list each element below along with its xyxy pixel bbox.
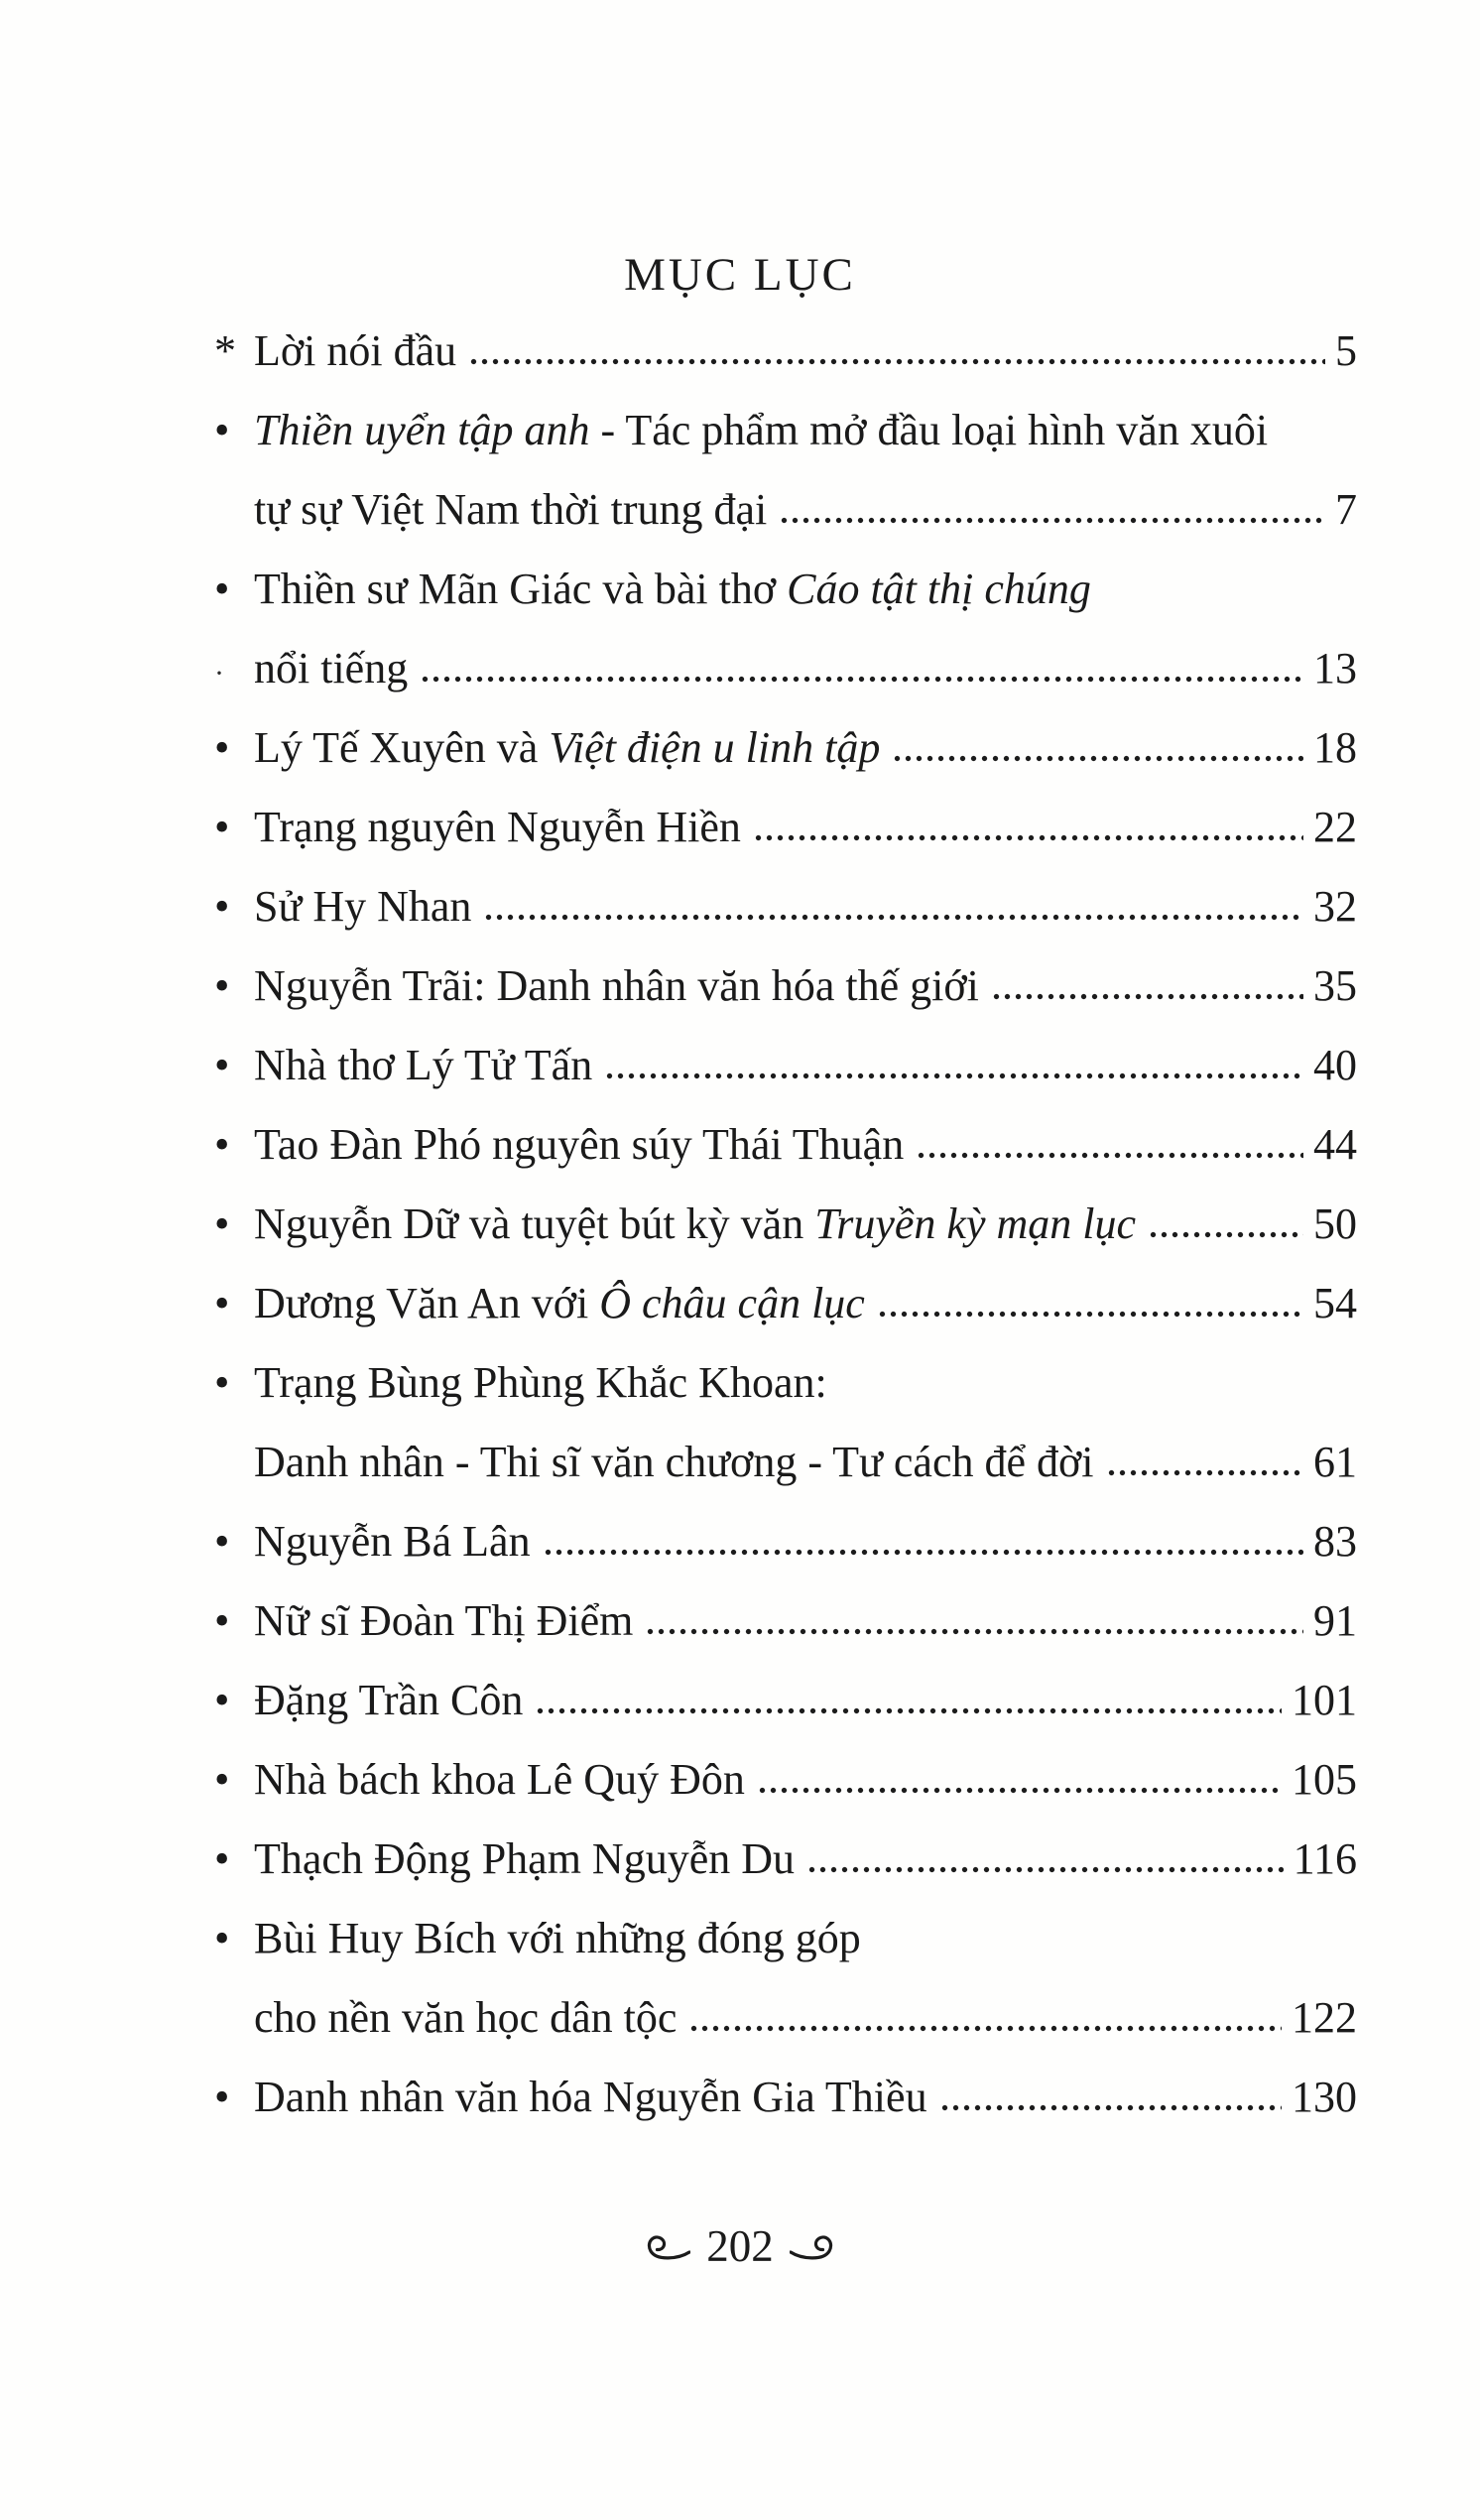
bullet-marker: • [214,1358,230,1407]
toc-entry-continuation-line [214,1423,1357,1502]
toc-entry-line [214,867,1357,946]
fleuron-curl-left-icon [645,2231,690,2261]
entry-title [254,312,456,391]
entry-title-italic-segment: Việt điện u linh tập [549,723,881,772]
entry-title [254,788,741,867]
toc-entry-line [214,1581,1357,1661]
bullet-marker: • [214,723,230,772]
entry-page-number: 130 [1292,2073,1357,2121]
toc-entry [214,1502,1357,1581]
entry-title-segment: Nguyễn Dữ và tuyệt bút kỳ văn [254,1199,815,1248]
toc-entry [214,1899,1357,2058]
entry-title [254,1502,531,1581]
toc-entry-line [214,1740,1357,1820]
toc-entry-line [214,550,1357,629]
entry-page-number: 105 [1292,1755,1357,1804]
toc-entry-line [214,946,1357,1026]
dot-leader [420,676,1303,683]
toc-entry [214,867,1357,946]
toc-entry-line [214,312,1357,391]
entry-title-segment: Danh nhân - Thi sĩ văn chương - Tư cách để đời [254,1438,1094,1486]
page-title: MỤC LỤC [624,249,856,301]
bullet-marker: • [214,1199,230,1248]
toc-entry-continuation-line [214,629,1357,708]
entry-title-segment: Nhà bách khoa Lê Quý Đôn [254,1755,745,1804]
entry-title [254,1185,1136,1264]
toc-entry [214,1661,1357,1740]
bullet-marker: • [214,803,230,851]
entry-title-italic-segment: Cáo tật thị chúng [787,565,1091,613]
entry-title-segment: Nhà thơ Lý Tử Tấn [254,1041,593,1089]
entry-title-segment: - Tác phẩm mở đầu loại hình văn xuôi [589,406,1269,454]
bullet-marker: • [214,1755,230,1804]
entry-title-segment: Lời nói đầu [254,326,457,375]
entry-title-continuation [254,1423,1094,1502]
dot-leader [535,1707,1282,1714]
entry-title-segment: Thiền sư Mãn Giác và bài thơ [254,565,788,613]
entry-title-segment: Trạng nguyên Nguyễn Hiền [254,803,741,851]
entry-title-segment: Đặng Trần Côn [254,1676,524,1724]
fleuron-curl-left-icon [645,2231,690,2261]
entry-page-number: 61 [1313,1438,1357,1486]
toc-entry-line [214,788,1357,867]
entry-page-number: 18 [1313,723,1357,772]
bullet-marker: • [214,882,230,931]
toc-entry [214,708,1357,788]
toc-entry-line [214,1502,1357,1581]
entry-title-segment: tự sự Việt Nam thời trung đại [254,485,768,534]
dot-leader [892,755,1303,762]
entry-title-italic-segment: Truyền kỳ mạn lục [814,1199,1137,1248]
continuation-indent: · [214,657,224,690]
entry-title-segment: Dương Văn An với [254,1279,600,1327]
dot-leader [806,1866,1284,1873]
bullet-marker: • [214,1120,230,1169]
toc-entry-line [214,391,1357,470]
toc-entry [214,1820,1357,1899]
entry-title [254,1264,865,1343]
toc-entry-line [214,2058,1357,2137]
entry-page-number: 122 [1292,1993,1357,2042]
entry-title [254,1740,745,1820]
dot-leader [779,517,1325,524]
entry-title-continuation [254,629,408,708]
page-footer [0,2220,1480,2272]
toc-entry-line [214,708,1357,788]
dot-leader [483,914,1303,921]
dot-leader [645,1628,1303,1635]
dot-leader [753,834,1303,841]
entry-title [254,550,1091,629]
entry-title-continuation [254,1978,677,2058]
entry-title-segment: Sử Hy Nhan [254,882,472,931]
toc-entry-line [214,1343,1357,1423]
entry-page-number: 40 [1313,1041,1357,1089]
entry-title-italic-segment: Ô châu cận lục [599,1279,865,1327]
entry-title [254,1820,795,1899]
bullet-marker: • [214,406,230,454]
entry-page-number: 7 [1335,485,1357,534]
entry-title-segment: Tao Đàn Phó nguyên súy Thái Thuận [254,1120,905,1169]
entry-title-segment: Nguyễn Trãi: Danh nhân văn hóa thế giới [254,961,979,1010]
bullet-marker: • [214,1517,230,1566]
dot-leader [916,1152,1303,1159]
entry-title [254,391,1268,470]
dot-leader [757,1787,1282,1794]
entry-page-number: 54 [1313,1279,1357,1327]
entry-page-number: 91 [1313,1596,1357,1645]
toc-entry [214,1185,1357,1264]
bullet-marker: • [214,1279,230,1327]
toc-entry-line [214,1661,1357,1740]
toc-entry-continuation-line [214,470,1357,550]
toc-entry-line [214,1026,1357,1105]
toc-entry [214,2058,1357,2137]
toc-entry-line [214,1105,1357,1185]
bullet-marker: • [214,2073,230,2121]
entry-title-segment: Thạch Động Phạm Nguyễn Du [254,1834,796,1883]
entry-title [254,1105,904,1185]
entry-title-segment: Bùi Huy Bích với những đóng góp [254,1914,861,1962]
toc-entry [214,946,1357,1026]
dot-leader [877,1311,1303,1318]
entry-page-number: 5 [1335,326,1357,375]
entry-page-number: 32 [1313,882,1357,931]
dot-leader [939,2104,1282,2111]
dot-leader [604,1072,1303,1079]
toc-entry-line [214,1264,1357,1343]
bullet-marker: • [214,565,230,613]
bullet-marker: • [214,961,230,1010]
dot-leader [1148,1231,1303,1238]
toc-entry [214,1343,1357,1502]
entry-page-number: 13 [1313,644,1357,693]
entry-title-segment: cho nền văn học dân tộc [254,1993,678,2042]
entry-title [254,2058,927,2137]
toc-entry [214,788,1357,867]
toc-list [214,312,1357,2137]
folio-page-number: 202 [706,2221,774,2271]
entry-page-number: 116 [1293,1834,1357,1883]
toc-entry [214,391,1357,550]
toc-entry [214,1026,1357,1105]
entry-title-segment: Danh nhân văn hóa Nguyễn Gia Thiều [254,2073,927,2121]
bullet-marker: • [214,1596,230,1645]
bullet-marker: • [214,1834,230,1883]
asterisk-marker: * [214,326,236,375]
toc-entry [214,1105,1357,1185]
entry-title-continuation [254,470,767,550]
dot-leader [688,2025,1282,2032]
entry-title [254,867,471,946]
entry-title-segment: nổi tiếng [254,644,409,693]
dot-leader [468,358,1325,365]
toc-entry [214,312,1357,391]
entry-title [254,1343,827,1423]
toc-entry-continuation-line [214,1978,1357,2058]
toc-entry-line [214,1185,1357,1264]
entry-title-segment: Trạng Bùng Phùng Khắc Khoan: [254,1358,827,1407]
entry-page-number: 83 [1313,1517,1357,1566]
entry-title-segment: Nữ sĩ Đoàn Thị Điểm [254,1596,634,1645]
entry-title [254,1581,633,1661]
entry-title-italic-segment: Thiền uyển tập anh [254,406,590,454]
dot-leader [543,1549,1303,1556]
entry-title-segment: Lý Tế Xuyên và [254,723,550,772]
toc-entry [214,1581,1357,1661]
entry-page-number: 22 [1313,803,1357,851]
entry-title [254,708,880,788]
toc-entry-line [214,1820,1357,1899]
entry-page-number: 44 [1313,1120,1357,1169]
entry-title [254,1661,523,1740]
entry-title [254,1026,592,1105]
entry-title [254,1899,861,1978]
dot-leader [1106,1469,1303,1476]
entry-page-number: 101 [1292,1676,1357,1724]
dot-leader [991,993,1303,1000]
toc-entry [214,1740,1357,1820]
bullet-marker: • [214,1914,230,1962]
bullet-marker: • [214,1676,230,1724]
bullet-marker: • [214,1041,230,1089]
toc-entry [214,1264,1357,1343]
entry-title-segment: Nguyễn Bá Lân [254,1517,531,1566]
entry-page-number: 50 [1313,1199,1357,1248]
fleuron-curl-right-icon [790,2231,835,2261]
toc-entry-line [214,1899,1357,1978]
fleuron-curl-right-icon [790,2231,835,2261]
entry-title [254,946,979,1026]
toc-entry [214,550,1357,708]
entry-page-number: 35 [1313,961,1357,1010]
